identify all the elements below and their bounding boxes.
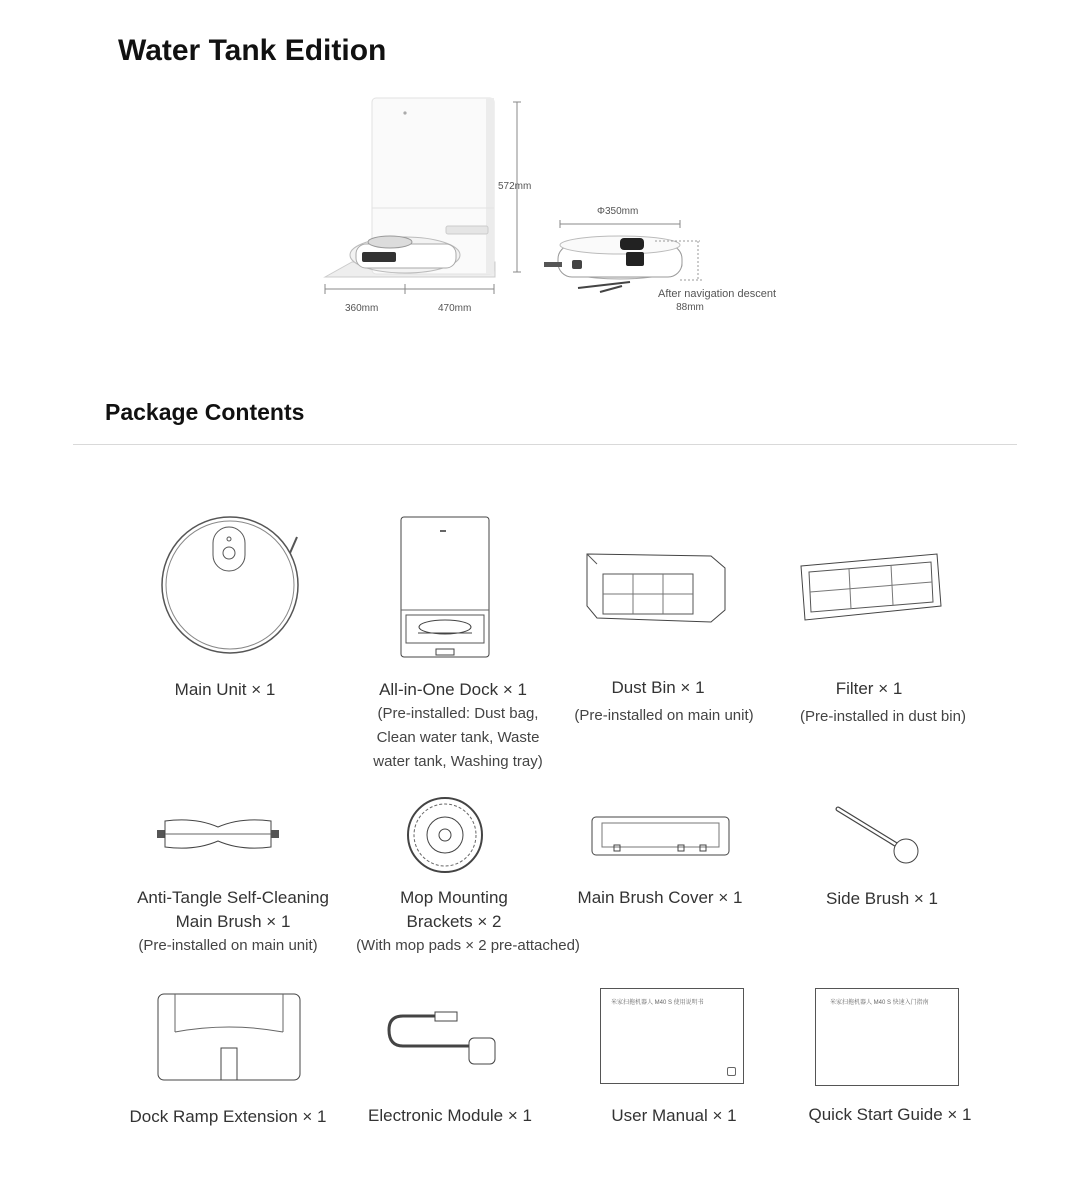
item-note: (Pre-installed: Dust bag, Clean water tank, Waste water tank, Washing tray) [373, 705, 543, 770]
item-label: Quick Start Guide × 1 [808, 1105, 972, 1124]
item-note: (Pre-installed on main unit) [574, 707, 754, 724]
nav-descent-height: 88mm [676, 302, 704, 313]
item-label: Filter × 1 [835, 679, 903, 698]
main-brush-image [155, 815, 281, 853]
quick-start-guide-image [815, 988, 959, 1086]
section-title: Package Contents [105, 399, 305, 425]
item-label: Electronic Module × 1 [368, 1106, 532, 1125]
height-dimension: 572mm [498, 181, 532, 192]
item-label: Dock Ramp Extension × 1 [129, 1107, 327, 1126]
dock-image [398, 515, 493, 660]
diameter-dimension: Φ350mm [597, 206, 639, 217]
item-note: (Pre-installed on main unit) [138, 937, 318, 954]
main-unit-image [155, 515, 305, 655]
ramp-extension-image [155, 992, 303, 1082]
dimension-diagram [0, 0, 1080, 330]
item-label: All-in-One Dock × 1 [379, 680, 527, 699]
item-label: Side Brush × 1 [826, 889, 938, 908]
item-note: (Pre-installed in dust bin) [800, 708, 966, 725]
width-dimension: 470mm [438, 303, 472, 314]
dust-bin-image [583, 546, 728, 626]
guide-cover-text: 米家扫拖机器人 M40 S 快速入门指南 [830, 1000, 929, 1006]
brush-cover-image [588, 813, 733, 859]
section-divider [73, 444, 1017, 445]
electronic-module-image [385, 1012, 501, 1068]
nav-descent-note: After navigation descent [657, 288, 777, 300]
mi-logo-icon [727, 1067, 736, 1076]
mop-bracket-image [405, 795, 485, 875]
item-label: Dust Bin × 1 [611, 678, 705, 697]
depth-dimension: 360mm [345, 303, 379, 314]
side-brush-image [834, 805, 924, 867]
item-note: (With mop pads × 2 pre-attached) [356, 937, 580, 954]
dock-and-robot-illustration [0, 0, 1080, 330]
filter-image [797, 550, 945, 622]
user-manual-image [600, 988, 744, 1084]
item-label: Anti-Tangle Self-Cleaning Main Brush × 1 [137, 888, 329, 931]
item-label: Main Unit × 1 [174, 680, 276, 699]
manual-cover-text: 米家扫拖机器人 M40 S 使用说明书 [611, 1000, 704, 1006]
item-label: Mop Mounting Brackets × 2 [400, 888, 508, 931]
item-label: Main Brush Cover × 1 [577, 888, 743, 907]
page-title: Water Tank Edition [118, 34, 387, 67]
item-label: User Manual × 1 [611, 1106, 737, 1125]
